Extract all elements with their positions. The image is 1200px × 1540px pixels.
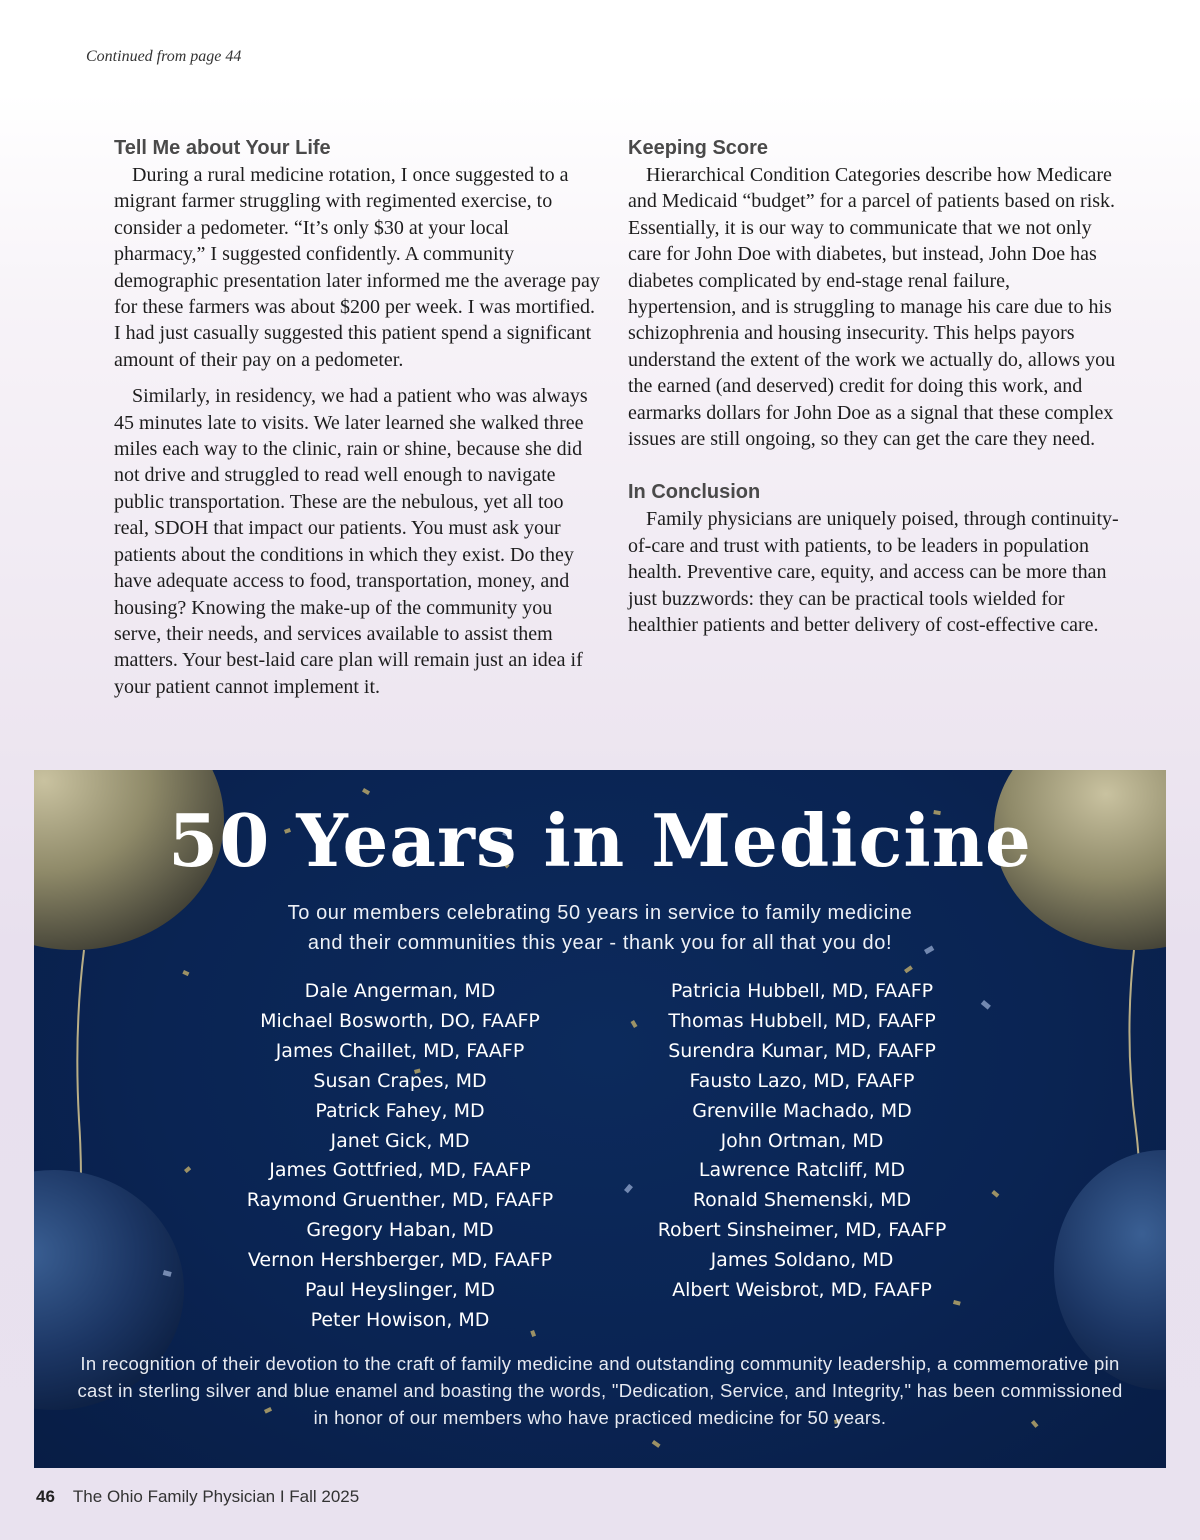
intro-line: and their communities this year - thank you for all that you do! xyxy=(307,932,893,954)
honoree-name: James Gottfried, MD, FAAFP xyxy=(269,1159,531,1182)
honoree-name: Ronald Shemenski, MD xyxy=(692,1189,912,1212)
honoree-name: Lawrence Ratcliff, MD xyxy=(698,1159,906,1182)
honoree-name: Gregory Haban, MD xyxy=(306,1219,494,1242)
honoree-name: Janet Gick, MD xyxy=(330,1129,470,1152)
honoree-name: Susan Crapes, MD xyxy=(313,1069,487,1092)
publication-title: The Ohio Family Physician I Fall 2025 xyxy=(72,1487,360,1506)
honoree-name: Patrick Fahey, MD xyxy=(315,1099,485,1122)
right-column xyxy=(628,134,1120,639)
banner-title: 50 Years in Medicine xyxy=(168,798,1032,883)
honoree-list-right xyxy=(592,977,1012,1306)
fifty-years-banner xyxy=(34,770,1166,1468)
honoree-name: Peter Howison, MD xyxy=(310,1308,490,1331)
honoree-name: James Chaillet, MD, FAAFP xyxy=(275,1039,525,1062)
honoree-name: James Soldano, MD xyxy=(710,1249,894,1272)
page-number: 46 xyxy=(36,1487,55,1506)
paragraph: Hierarchical Condition Categories describe how Medicare and Medicaid “budget” for a parcel of patients based on risk. Essentially, it is our way to communicate that we not only care for John Doe with diabetes, but instead, John Doe has diabetes complicated by end-stage renal failure, hypertension, and is struggling to manage his care due to his schizophrenia and housing insecurity. This helps payors understand the extent of the work we actually do, allows you the earned (and deserved) credit for doing this work, and earmarks dollars for John Doe as a signal that these complex issues are still ongoing, so they can get the care they need. xyxy=(628,164,1116,451)
honoree-name: John Ortman, MD xyxy=(720,1129,884,1152)
paragraph: Family physicians are uniquely poised, through continuity-of-care and trust with patients, to be leaders in population health. Preventive care, equity, and access can be more than just buzzwords: they can be practical tools wielded for healthier patients and better delivery of cost-effective care. xyxy=(628,508,1119,637)
intro-line: To our members celebrating 50 years in service to family medicine xyxy=(287,902,913,924)
honoree-name: Vernon Hershberger, MD, FAAFP xyxy=(247,1249,553,1272)
honoree-name: Paul Heyslinger, MD xyxy=(305,1279,495,1302)
continued-note: Continued from page 44 xyxy=(86,48,242,65)
honoree-name: Grenville Machado, MD xyxy=(692,1099,912,1122)
honoree-name: Thomas Hubbell, MD, FAAFP xyxy=(668,1009,936,1032)
honoree-name: Albert Weisbrot, MD, FAAFP xyxy=(672,1279,932,1302)
left-column xyxy=(114,134,602,700)
page-footer xyxy=(36,1487,359,1507)
honoree-name: Dale Angerman, MD xyxy=(304,980,496,1002)
honoree-name: Michael Bosworth, DO, FAAFP xyxy=(260,1009,540,1032)
honoree-list-left xyxy=(190,977,610,1336)
honoree-name: Patricia Hubbell, MD, FAAFP xyxy=(670,980,934,1002)
honoree-name: Robert Sinsheimer, MD, FAAFP xyxy=(657,1219,947,1242)
section-heading-keeping-score: Keeping Score xyxy=(628,137,769,159)
banner-intro xyxy=(200,898,1000,958)
honoree-name: Surendra Kumar, MD, FAAFP xyxy=(668,1039,936,1062)
section-heading-life: Tell Me about Your Life xyxy=(114,137,331,159)
paragraph: During a rural medicine rotation, I once suggested to a migrant farmer struggling with regimented exercise, to consider a pedometer. “It’s only $30 at your local pharmacy,” I suggested confidently. A community demographic presentation later informed me the average pay for these farmers was about $200 per week. I was mortified. I had just casually suggested this patient spend a significant amount of their pay on a pedometer. xyxy=(114,164,600,371)
paragraph: Similarly, in residency, we had a patient who was always 45 minutes late to visits. We later learned she walked three miles each way to the clinic, rain or shine, because she did not drive and struggled to read well enough to navigate public transportation. These are the nebulous, yet all too real, SDOH that impact our patients. You must ask your patients about the conditions in which they exist. Do they have adequate access to food, transportation, money, and housing? Knowing the make-up of the community you serve, their needs, and services available to assist them matters. Your best-laid care plan will remain just an idea if your patient cannot implement it. xyxy=(114,385,588,698)
section-heading-conclusion: In Conclusion xyxy=(628,481,761,504)
honoree-name: Raymond Gruenther, MD, FAAFP xyxy=(246,1189,554,1212)
honoree-name: Fausto Lazo, MD, FAAFP xyxy=(689,1069,915,1092)
recognition-text: In recognition of their devotion to the craft of family medicine and outstanding community leadership, a commemorative pin cast in sterling silver and blue enamel and boasting the words, "Dedication, Service, and Integrity," has been commissioned in honor of our members who have practiced medicine for 50 years. xyxy=(77,1353,1123,1428)
